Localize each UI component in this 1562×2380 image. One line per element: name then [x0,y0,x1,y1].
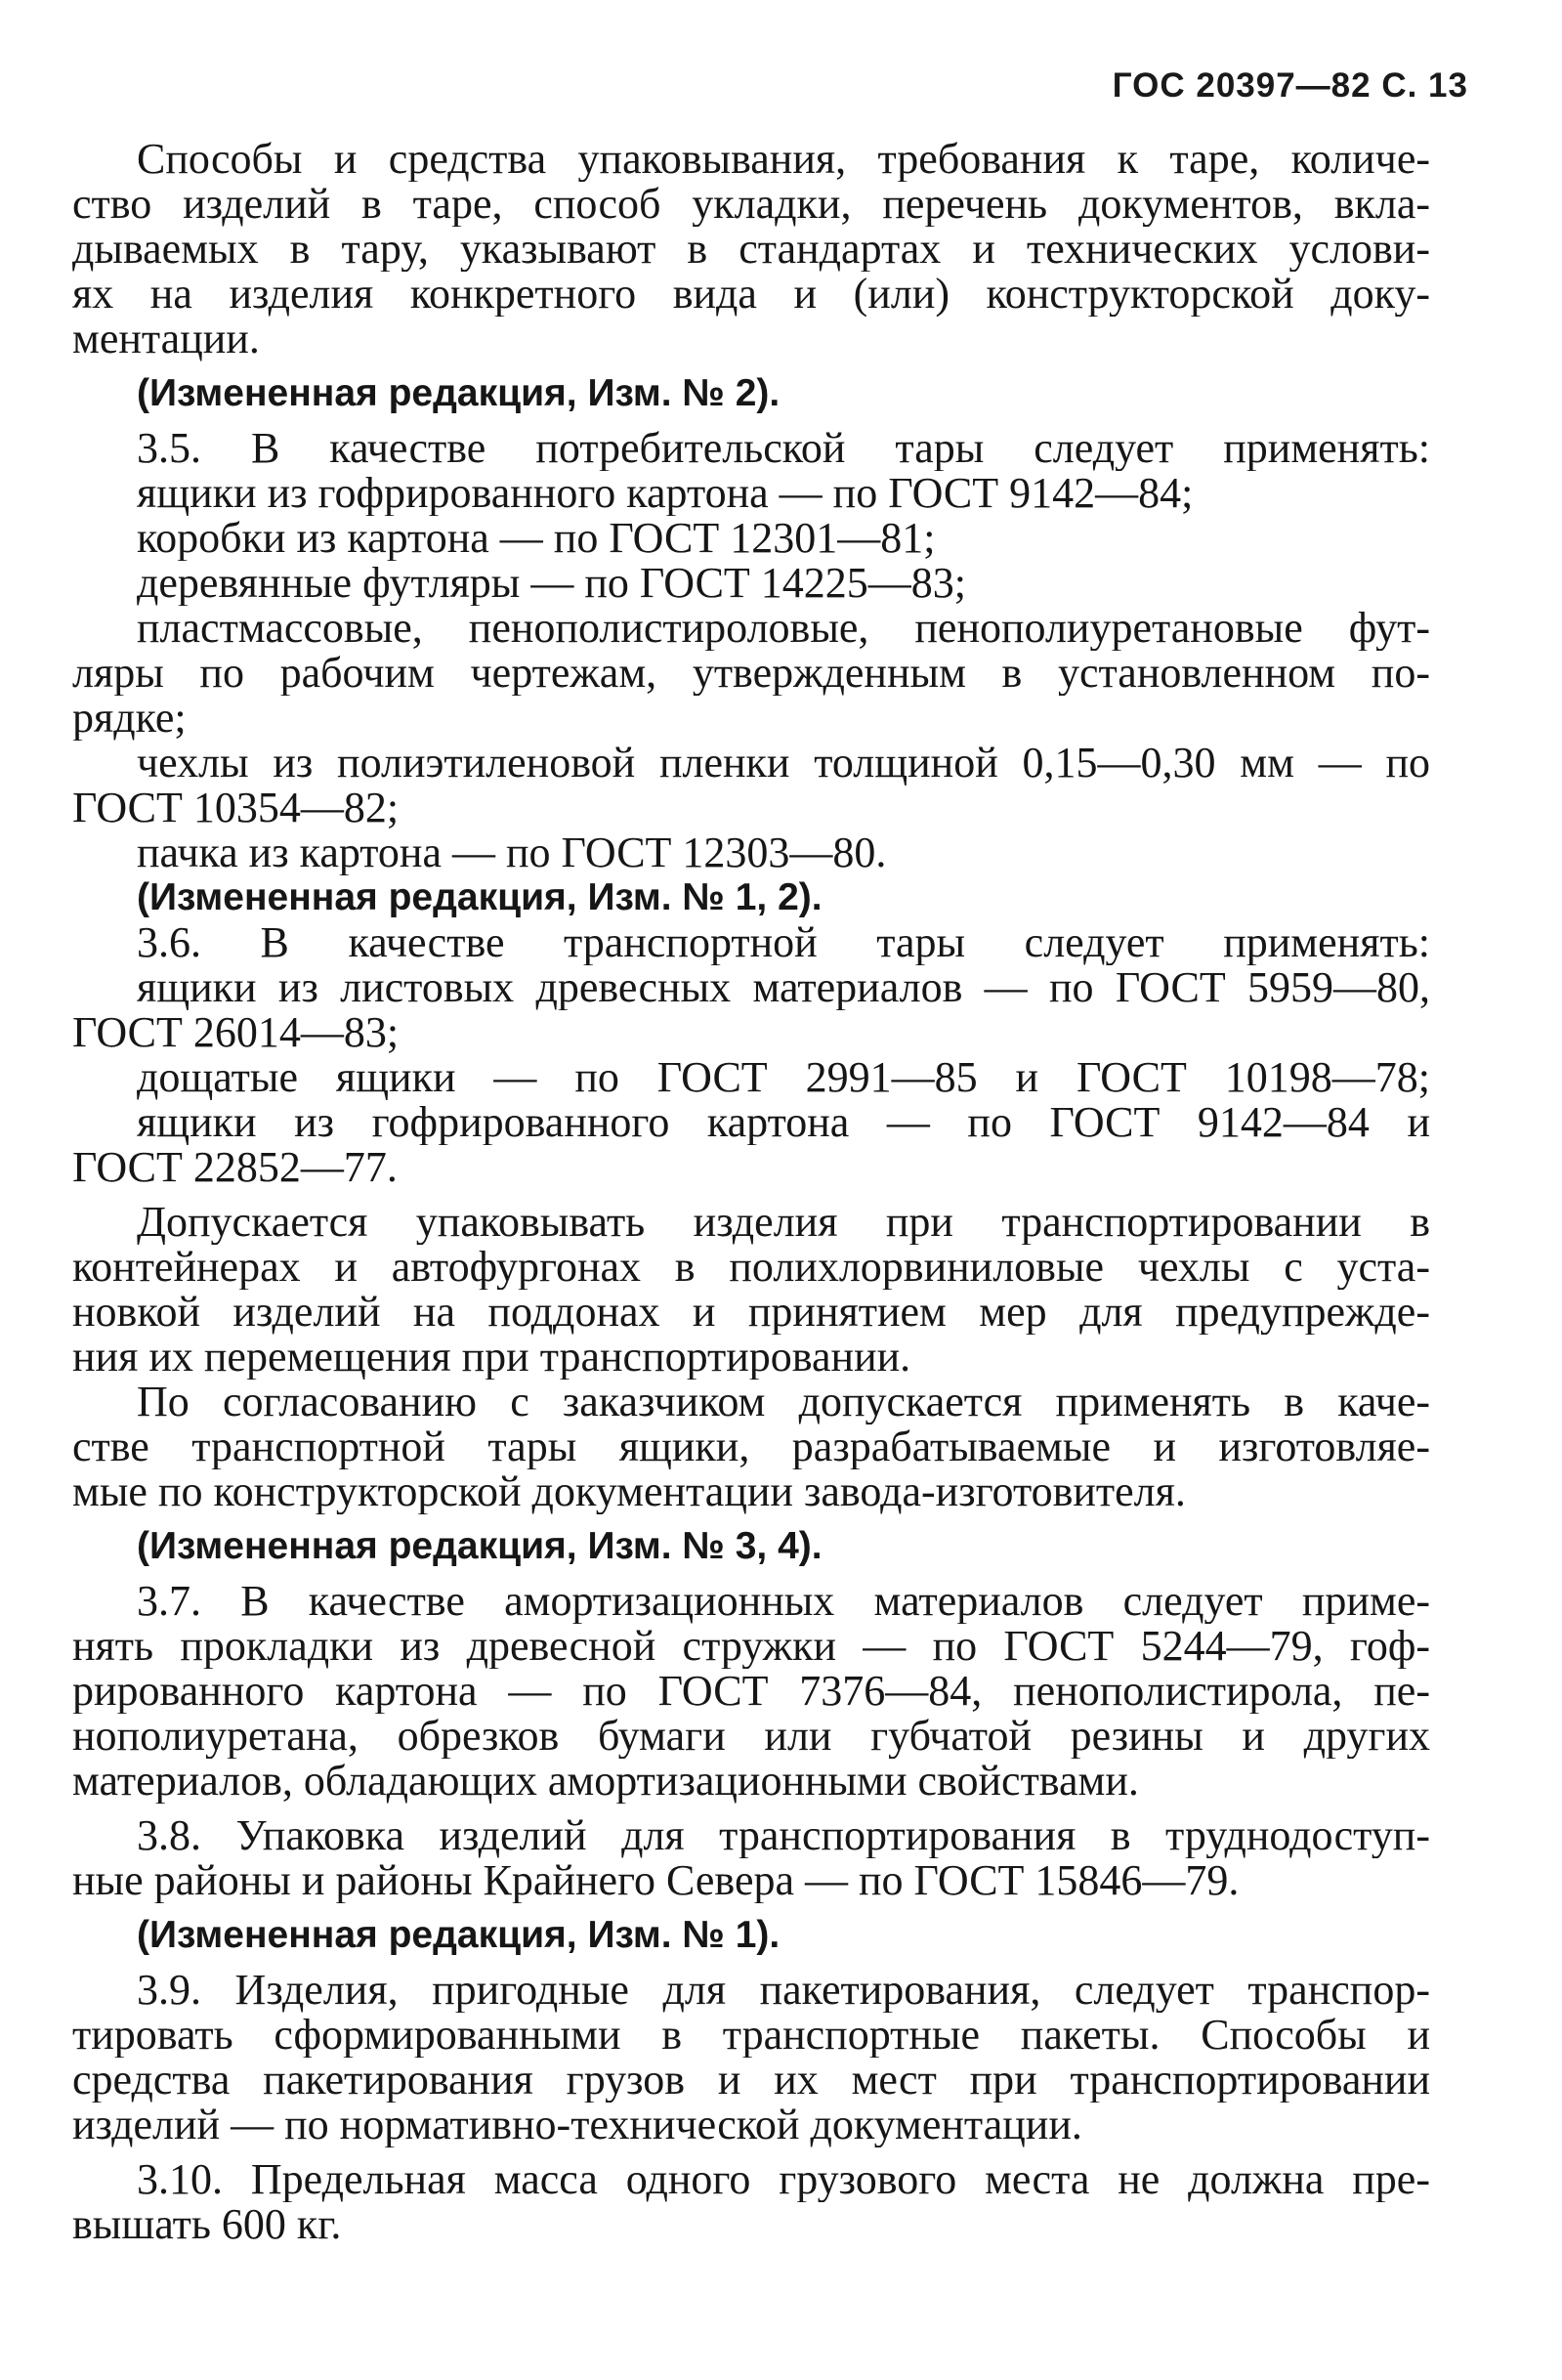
text-line: 3.5. В качестве потребительской тары следует применять: [137,426,1430,471]
text-line: 3.9. Изделия, пригодные для пакетирования, следует транспор- [137,1968,1430,2013]
text-line: дощатые ящики — по ГОСТ 2991—85 и ГОСТ 10198—78; [137,1055,1430,1100]
text-line: материалов, обладающих амортизационными свойствами. [72,1759,1139,1804]
text-line: ях на изделия конкретного вида и (или) конструкторской доку- [72,272,1430,317]
amendment-note: (Измененная редакция, Изм. № 1, 2). [137,876,823,918]
text-line: тировать сформированными в транспортные пакеты. Способы и [72,2013,1430,2058]
text-line: ГОСТ 22852—77. [72,1145,398,1190]
text-line: Допускается упаковывать изделия при транспортировании в [137,1200,1430,1245]
text-line: По согласованию с заказчиком допускается применять в каче- [137,1380,1430,1424]
text-line: Способы и средства упаковывания, требования к таре, количе- [137,137,1430,182]
text-line: нять прокладки из древесной стружки — по ГОСТ 5244—79, гоф- [72,1624,1430,1669]
text-line: новкой изделий на поддонах и принятием мер для предупрежде- [72,1290,1430,1335]
text-line: 3.8. Упаковка изделий для транспортирования в труднодоступ- [137,1813,1430,1858]
text-line: ГОСТ 26014—83; [72,1010,400,1055]
text-line: ментации. [72,317,260,361]
text-line: ные районы и районы Крайнего Севера — по ГОСТ 15846—79. [72,1858,1240,1903]
text-line: рядке; [72,696,187,741]
text-line: ГОСТ 10354—82; [72,786,400,830]
text-line: рированного картона — по ГОСТ 7376—84, пенополистирола, пе- [72,1669,1430,1714]
amendment-note: (Измененная редакция, Изм. № 2). [137,372,781,414]
text-line: пачка из картона — по ГОСТ 12303—80. [137,830,887,875]
text-line: коробки из картона — по ГОСТ 12301—81; [137,516,936,561]
text-line: средства пакетирования грузов и их мест при транспортировании [72,2058,1430,2103]
text-line: мые по конструкторской документации завода-изготовителя. [72,1469,1186,1514]
amendment-note: (Измененная редакция, Изм. № 3, 4). [137,1525,823,1567]
text-line: 3.10. Предельная масса одного грузового места не должна пре- [137,2157,1430,2202]
text-line: контейнерах и автофургонах в полихлорвиниловые чехлы с уста- [72,1245,1430,1290]
text-line: ния их перемещения при транспортировании. [72,1335,911,1380]
document-body [72,137,1430,2247]
text-line: ящики из гофрированного картона — по ГОСТ 9142—84 и [137,1100,1430,1145]
text-line: нополиуретана, обрезков бумаги или губчатой резины и других [72,1714,1430,1759]
text-line: ящики из листовых древесных материалов — по ГОСТ 5959—80, [137,965,1430,1010]
page-header: ГОС 20397—82 С. 13 [1112,66,1468,105]
text-line: дываемых в тару, указывают в стандартах и технических услови- [72,227,1430,272]
text-line: ство изделий в таре, способ укладки, перечень документов, вкла- [72,182,1430,227]
amendment-note: (Измененная редакция, Изм. № 1). [137,1914,781,1956]
text-line: ляры по рабочим чертежам, утвержденным в установленном по- [72,651,1430,696]
text-line: стве транспортной тары ящики, разрабатываемые и изготовляе- [72,1424,1430,1469]
text-line: пластмассовые, пенополистироловые, пенополиуретановые фут- [137,606,1430,651]
text-line: деревянные футляры — по ГОСТ 14225—83; [137,561,967,606]
text-line: 3.7. В качестве амортизационных материалов следует приме- [137,1579,1430,1624]
text-line: ящики из гофрированного картона — по ГОСТ 9142—84; [137,471,1194,516]
text-line: чехлы из полиэтиленовой пленки толщиной 0,15—0,30 мм — по [137,741,1430,786]
text-line: изделий — по нормативно-технической документации. [72,2103,1082,2147]
text-line: вышать 600 кг. [72,2202,342,2247]
text-line: 3.6. В качестве транспортной тары следует применять: [137,920,1430,965]
